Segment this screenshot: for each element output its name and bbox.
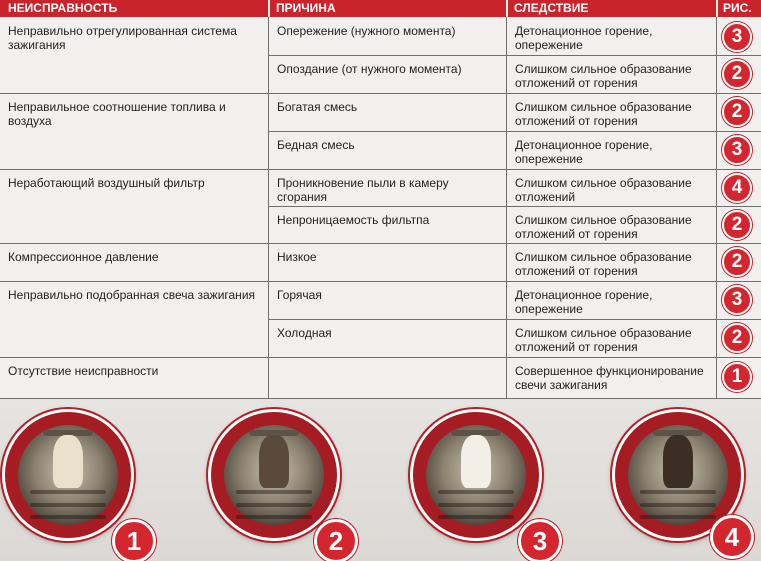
thread-mark xyxy=(438,490,514,494)
figure-badge: 2 xyxy=(722,210,752,240)
figure-badge: 3 xyxy=(722,135,752,165)
insulator-core xyxy=(461,435,491,488)
cause-cell: Проникновение пыли в камеру сгорания xyxy=(277,176,449,204)
table-header xyxy=(0,0,761,17)
header-fig: РИС. xyxy=(723,1,752,15)
effect-cell: Совершенное функционирование свечи зажигания xyxy=(515,364,704,392)
cause-cell: Холодная xyxy=(277,326,332,340)
thread-mark xyxy=(30,490,106,494)
insulator-core xyxy=(53,435,83,488)
effect-cell: Детонационное горение, опережение xyxy=(515,138,653,166)
thread-mark xyxy=(438,503,514,507)
column-divider xyxy=(716,17,717,399)
spark-plug-photo-3 xyxy=(410,409,542,541)
thread-mark xyxy=(236,515,312,519)
figure-badge: 3 xyxy=(722,22,752,52)
thread-mark xyxy=(236,490,312,494)
fault-cell: Компрессионное давление xyxy=(8,250,159,264)
figure-badge: 4 xyxy=(722,173,752,203)
thread-mark xyxy=(236,503,312,507)
header-divider xyxy=(506,0,508,17)
header-effect: СЛЕДСТВИЕ xyxy=(514,1,589,15)
figure-badge: 1 xyxy=(722,362,752,392)
effect-cell: Слишком сильное образование отложений от горения xyxy=(515,250,692,278)
effect-cell: Слишком сильное образование отложений от горения xyxy=(515,100,692,128)
fault-cell: Неправильно подобранная свеча зажигания xyxy=(8,288,256,302)
header-cause: ПРИЧИНА xyxy=(276,1,336,15)
effect-cell: Слишком сильное образование отложений xyxy=(515,176,692,204)
thread-mark xyxy=(30,515,106,519)
spark-plug-photo-2 xyxy=(208,409,340,541)
figure-badge: 2 xyxy=(722,323,752,353)
figure-badge: 3 xyxy=(722,285,752,315)
insulator-core xyxy=(663,435,693,488)
header-fault: НЕИСПРАВНОСТЬ xyxy=(8,1,118,15)
insulator-core xyxy=(259,435,289,488)
effect-cell: Слишком сильное образование отложений от горения xyxy=(515,62,692,90)
header-divider xyxy=(268,0,270,17)
figure-badge: 2 xyxy=(722,97,752,127)
figure-badge: 2 xyxy=(722,247,752,277)
fault-cell: Неправильно отрегулированная система зажигания xyxy=(8,24,237,52)
effect-cell: Детонационное горение, опережение xyxy=(515,24,653,52)
effect-cell: Детонационное горение, опережение xyxy=(515,288,653,316)
figure-badge: 2 xyxy=(722,59,752,89)
fault-cell: Отсутствие неисправности xyxy=(8,364,159,378)
cause-cell: Низкое xyxy=(277,250,317,264)
photo-number: 3 xyxy=(518,519,562,561)
spark-plug-photo-1 xyxy=(2,409,134,541)
fault-cell: Неработающий воздушный фильтр xyxy=(8,176,205,190)
photo-number: 1 xyxy=(112,519,156,561)
thread-mark xyxy=(438,515,514,519)
cause-cell: Горячая xyxy=(277,288,322,302)
cause-cell: Опоздание (от нужного момента) xyxy=(277,62,462,76)
effect-cell: Слишком сильное образование отложений от горения xyxy=(515,326,692,354)
cause-cell: Опережение (нужного момента) xyxy=(277,24,456,38)
header-divider xyxy=(716,0,718,17)
spark-plug-photos xyxy=(0,399,761,561)
thread-mark xyxy=(30,503,106,507)
photo-number: 4 xyxy=(710,515,754,559)
thread-mark xyxy=(640,515,716,519)
cause-cell: Непроницаемость фильтпа xyxy=(277,213,430,227)
cause-cell xyxy=(269,357,506,398)
effect-cell: Слишком сильное образование отложений от горения xyxy=(515,213,692,241)
thread-mark xyxy=(640,503,716,507)
thread-mark xyxy=(640,490,716,494)
photo-number: 2 xyxy=(314,519,358,561)
cause-cell: Богатая смесь xyxy=(277,100,358,114)
fault-cell: Неправильное соотношение топлива и воздуха xyxy=(8,100,226,128)
table-body xyxy=(0,17,761,399)
cause-cell: Бедная смесь xyxy=(277,138,355,152)
